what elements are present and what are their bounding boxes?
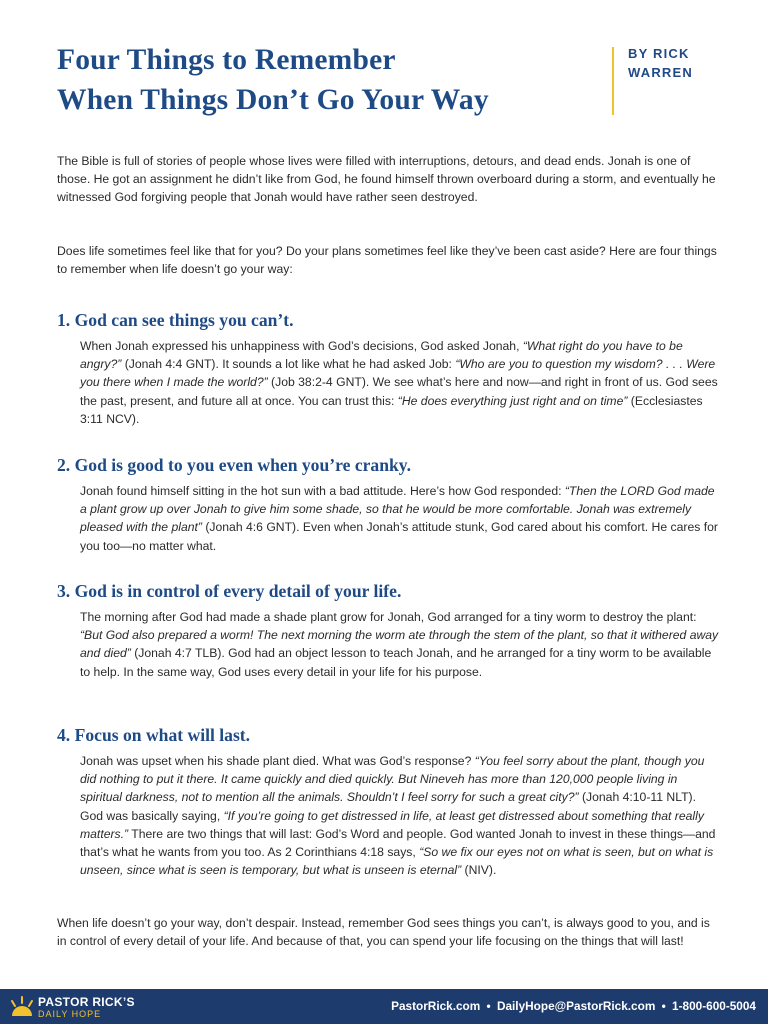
quote: “Then the LORD God made a plant grow up over Jonah to give him some shade, so that he would be more comfortable. Jonah was extremely pleased with the plant” xyxy=(80,484,715,535)
section-2-body: Jonah found himself sitting in the hot sun with a bad attitude. Here’s how God responded: “Then the LORD God made a plant grow up over Jonah to give him some shade, so that he would be more comfortable. Jonah was extremely pleased with the plant” (Jonah 4:6 GNT). Even when Jonah’s attitude stunk, God cared about his comfort. He cares for you too—no matter what. xyxy=(80,484,718,553)
quote: “Who are you to question my wisdom? . . . Were you there when I made the world?” xyxy=(80,357,716,390)
quote: “So we fix our eyes not on what is seen, but on what is unseen, since what is seen is temporary, but what is unseen is eternal” xyxy=(80,845,714,878)
separator: • xyxy=(661,999,666,1013)
section-1-heading: 1. God can see things you can’t. xyxy=(57,310,294,330)
contact-info xyxy=(391,999,756,1013)
byline xyxy=(628,44,693,82)
title-divider xyxy=(612,47,614,115)
email-link[interactable]: DailyHope@PastorRick.com xyxy=(496,999,656,1013)
intro-paragraph-1: The Bible is full of stories of people whose lives were filled with interruptions, detours, and dead ends. Jonah is one of those. He got an assignment he didn’t like from God, he found himself thrown overboard during a storm, and eventually he witnessed God forgiving people that Jonah would have rather seen destroyed. xyxy=(57,154,716,205)
quote: “He does everything just right and on time” xyxy=(397,393,628,408)
section-3-heading: 3. God is in control of every detail of your life. xyxy=(57,581,402,601)
section-4-heading: 4. Focus on what will last. xyxy=(57,725,251,745)
footer-bar xyxy=(0,989,768,1024)
section-1-body: When Jonah expressed his unhappiness with God’s decisions, God asked Jonah, “What right do you have to be angry?” (Jonah 4:4 GNT). It sounds a lot like what he had asked Job: “Who are you to question my wisdom? . . . Were you there when I made the world?” (Job 38:2-4 GNT). We see what’s here and now—and right in front of us. God sees the past, present, and future all at once. You can trust this: “He does everything just right and on time” (Ecclesiastes 3:11 NCV). xyxy=(80,339,718,426)
phone-number[interactable]: 1-800-600-5004 xyxy=(672,999,756,1013)
separator: • xyxy=(486,999,491,1013)
sunrise-logo-icon xyxy=(10,996,34,1018)
section-4-body: Jonah was upset when his shade plant died. What was God’s response? “You feel sorry about the plant, though you did nothing to put it there. It came quickly and died quickly. But Nineveh has more than 120,000 people living in spiritual darkness, not to mention all the animals. Shouldn’t I feel sorry for such a great city?” (Jonah 4:10-11 NLT). God was basically saying, “If you’re going to get distressed in life, at least get distressed about something that really matters.” There are two things that will last: God’s Word and people. God wanted Jonah to invest in these things—and that’s what he wants from you too. As 2 Corinthians 4:18 says, “So we fix our eyes not on what is seen, but on what is unseen, since what is seen is temporary, but what is unseen is eternal” (NIV). xyxy=(80,754,716,878)
byline-line-2: WARREN xyxy=(628,65,693,80)
quote: “If you’re going to get distressed in life, at least get distressed about something that really matters.” xyxy=(80,808,704,841)
brand-tagline: DAILY HOPE xyxy=(38,1009,102,1019)
section-3-body: The morning after God had made a shade plant grow for Jonah, God arranged for a tiny worm to destroy the plant: “But God also prepared a worm! The next morning the worm ate through the stem of the plant, so that it withered away and died” (Jonah 4:7 TLB). God had an object lesson to teach Jonah, and he arranged for a tiny worm to be available to help. In the same way, God uses every detail in your life for his purpose. xyxy=(80,610,719,679)
section-2-heading: 2. God is good to you even when you’re cranky. xyxy=(57,455,412,475)
quote: “But God also prepared a worm! The next morning the worm ate through the stem of the plant, so that it withered away and died” xyxy=(80,628,719,661)
website-link[interactable]: PastorRick.com xyxy=(391,999,481,1013)
page-title xyxy=(57,40,617,120)
intro-paragraph-2: Does life sometimes feel like that for you? Do your plans sometimes feel like they’ve been cast aside? Here are four things to remember when life doesn’t go your way: xyxy=(57,244,717,277)
closing-paragraph: When life doesn’t go your way, don’t despair. Instead, remember God sees things you can’t, is always good to you, and is in control of every detail of your life. And because of that, you can spend your life focusing on the things that will last! xyxy=(57,916,710,949)
quote: “You feel sorry about the plant, though you did nothing to put it there. It came quickly and died quickly. But Nineveh has more than 120,000 people living in spiritual darkness, not to mention all the animals. Shouldn’t I feel sorry for such a great city?” xyxy=(80,754,705,805)
byline-line-1: BY RICK xyxy=(628,46,690,61)
brand-name: PASTOR RICK’S xyxy=(38,995,135,1009)
quote: “What right do you have to be angry?” xyxy=(80,339,683,372)
title-line-2: When Things Don’t Go Your Way xyxy=(57,84,489,116)
title-line-1: Four Things to Remember xyxy=(57,44,396,76)
